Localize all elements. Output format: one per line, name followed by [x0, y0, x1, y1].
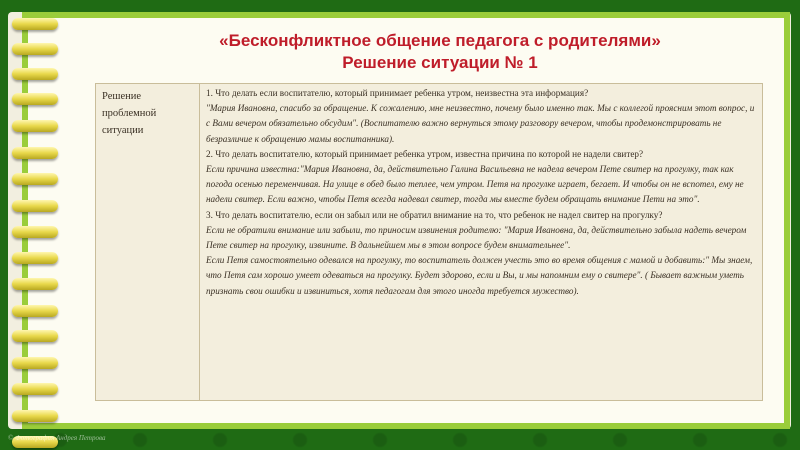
ring — [12, 18, 58, 30]
paragraph: 3. Что делать воспитателю, если он забыл или не обратил внимание на то, что ребенок не надел свитер на прогулку? — [206, 209, 663, 220]
ring — [12, 43, 58, 55]
paragraph: Если не обратили внимание или забыли, то приносим извинения родителю: "Мария Ивановна, да, действительно забыла надеть вечером Пете свитер на прогулку, извините. В дальнейшем мы в этом вопросе будем внимательнее". — [206, 224, 747, 251]
photo-credit: © Фотография Андрея Петрова — [8, 434, 106, 442]
slide-title: «Бесконфликтное общение педагога с родителями» — [219, 31, 661, 50]
ring — [12, 226, 58, 238]
paragraph: "Мария Ивановна, спасибо за обращение. К сожалению, мне неизвестно, почему было именно так. Мы с коллегой проясним этот вопрос, и с Вами вечером обязательно обсудим". (Воспитателю важно вернуться этому разговору вечером, чтобы продемонстрировать не безразличие к обращению мамы воспитанника). — [206, 103, 755, 144]
row-label: Решение проблемной ситуации — [96, 84, 200, 400]
paragraph: Если причина известна:"Мария Ивановна, да, действительно Галина Васильевна не надела вечером Пете свитер на прогулку, так как погода осенью переменчивая. На улице в обед было теплее, чем утром. Петя на прогулке играет, бегает. И чтобы он не вспотел, ему не надели свитер. Если важно, чтобы Петя всегда надевал свитер, тогда мы вместе будем обращать внимание Пети на это". — [206, 164, 744, 205]
ring — [12, 147, 58, 159]
ring — [12, 93, 58, 105]
ring — [12, 357, 58, 369]
ring — [12, 305, 58, 317]
ring — [12, 330, 58, 342]
ring — [12, 278, 58, 290]
content-table — [95, 83, 763, 401]
ring — [12, 68, 58, 80]
ring — [12, 120, 58, 132]
paragraph: Если Петя самостоятельно одевался на прогулку, то воспитатель должен учесть это во время общения с мамой и добавить:" Мы знаем, что Петя сам хорошо умеет одеваться на прогулку. Будет здорово, если и Вы, и мы напомним ему о свитере". ( Бывает важным уметь признать свои ошибки и извиниться, хотя педагогам для этого иногда требуется мужество). — [206, 255, 753, 296]
ring — [12, 200, 58, 212]
ring — [12, 252, 58, 264]
paragraph: 1. Что делать если воспитателю, который принимает ребенка утром, неизвестна эта информация? — [206, 88, 589, 98]
ring — [12, 383, 58, 395]
ring — [12, 173, 58, 185]
solution-text — [200, 84, 762, 400]
paragraph: 2. Что делать воспитателю, который принимает ребенка утром, известна причина по которой не надели свитер? — [206, 148, 644, 159]
notebook-rings — [0, 0, 60, 450]
slide-subtitle: Решение ситуации № 1 — [342, 53, 538, 72]
ring — [12, 410, 58, 422]
